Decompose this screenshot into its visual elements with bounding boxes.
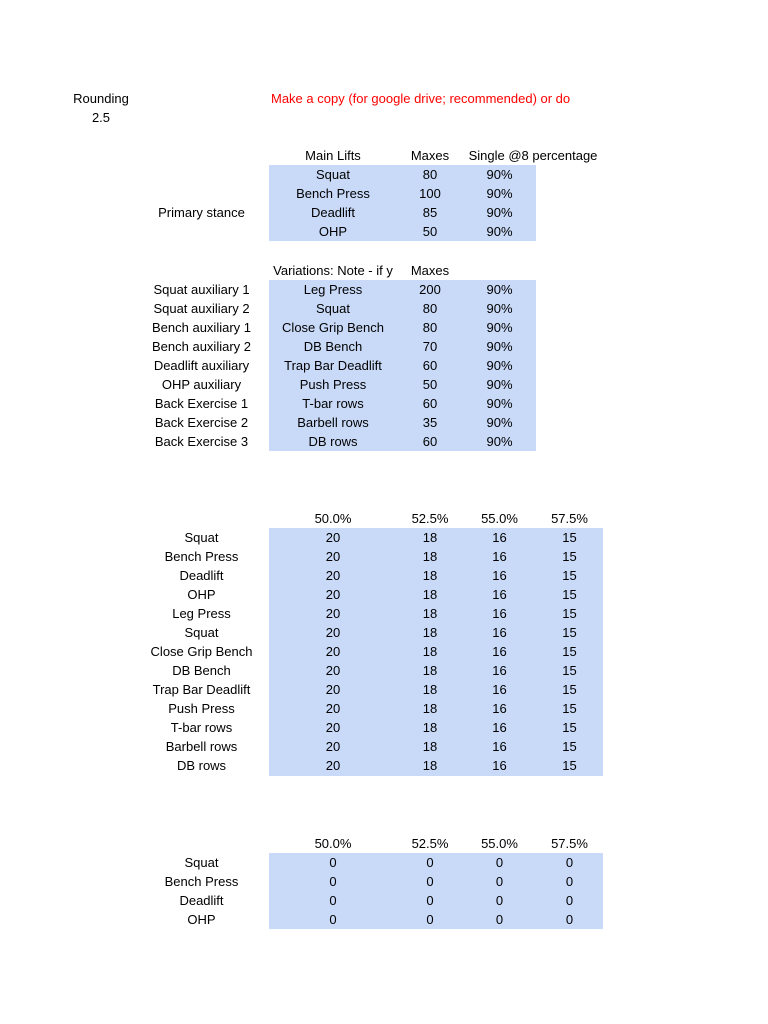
variation-max[interactable]: 80 <box>422 320 438 335</box>
weights-value[interactable]: 0 <box>426 874 434 889</box>
reps-value[interactable]: 15 <box>562 663 577 678</box>
variation-max[interactable]: 80 <box>422 301 438 316</box>
reps-value[interactable]: 15 <box>562 644 577 659</box>
reps-value[interactable]: 16 <box>492 644 507 659</box>
main-lift-name[interactable]: Deadlift <box>310 205 356 220</box>
main-lift-max[interactable]: 85 <box>422 205 438 220</box>
variation-percentage[interactable]: 90% <box>486 282 513 297</box>
reps-lift-name[interactable]: DB rows <box>176 758 227 773</box>
variation-name[interactable]: Leg Press <box>303 282 363 297</box>
reps-value[interactable]: 20 <box>325 682 341 697</box>
reps-value[interactable]: 15 <box>562 701 577 716</box>
variation-max[interactable]: 60 <box>422 434 438 449</box>
variation-percentage[interactable]: 90% <box>486 377 513 392</box>
reps-lift-name[interactable]: Squat <box>184 625 219 640</box>
variation-name[interactable]: Squat <box>316 301 350 316</box>
reps-value[interactable]: 16 <box>492 701 507 716</box>
reps-value[interactable]: 18 <box>422 549 438 564</box>
reps-value[interactable]: 18 <box>422 587 438 602</box>
reps-percent-header[interactable]: 50.0% <box>314 511 352 526</box>
reps-value[interactable]: 20 <box>325 663 341 678</box>
reps-value[interactable]: 16 <box>492 682 507 697</box>
reps-lift-name[interactable]: Close Grip Bench <box>150 644 253 659</box>
reps-value[interactable]: 18 <box>422 625 438 640</box>
reps-value[interactable]: 18 <box>422 606 438 621</box>
variation-slot-label[interactable]: Deadlift auxiliary <box>153 358 250 373</box>
weights-percent-header[interactable]: 55.0% <box>481 836 518 851</box>
single-percentage-header[interactable]: Single @8 percentage <box>468 148 598 163</box>
reps-value[interactable]: 15 <box>562 568 577 583</box>
weights-value[interactable]: 0 <box>495 893 504 908</box>
rounding-value[interactable]: 2.5 <box>91 110 111 125</box>
variation-percentage[interactable]: 90% <box>486 339 513 354</box>
main-lift-percentage[interactable]: 90% <box>486 186 513 201</box>
variation-slot-label[interactable]: Back Exercise 1 <box>154 396 249 411</box>
weights-percent-header[interactable]: 57.5% <box>551 836 588 851</box>
main-lift-name[interactable]: Squat <box>316 167 350 182</box>
variation-slot-label[interactable]: Back Exercise 3 <box>154 434 249 449</box>
reps-value[interactable]: 20 <box>325 701 341 716</box>
variation-slot-label[interactable]: OHP auxiliary <box>161 377 242 392</box>
weights-lift-name[interactable]: Deadlift <box>179 893 224 908</box>
reps-value[interactable]: 15 <box>562 606 577 621</box>
reps-value[interactable]: 18 <box>422 739 438 754</box>
reps-value[interactable]: 15 <box>562 587 577 602</box>
variation-percentage[interactable]: 90% <box>486 301 513 316</box>
main-lift-max[interactable]: 100 <box>419 186 441 201</box>
reps-value[interactable]: 20 <box>325 644 341 659</box>
reps-value[interactable]: 15 <box>562 739 577 754</box>
reps-value[interactable]: 20 <box>325 530 341 545</box>
reps-value[interactable]: 20 <box>325 549 341 564</box>
weights-value[interactable]: 0 <box>329 855 337 870</box>
variations-maxes-header[interactable]: Maxes <box>410 263 450 278</box>
reps-value[interactable]: 16 <box>492 758 507 773</box>
main-lift-name[interactable]: Bench Press <box>296 186 370 201</box>
variation-max[interactable]: 35 <box>422 415 438 430</box>
variation-name[interactable]: T-bar rows <box>302 396 364 411</box>
reps-lift-name[interactable]: Barbell rows <box>165 739 238 754</box>
reps-value[interactable]: 18 <box>422 663 438 678</box>
primary-stance-label[interactable]: Primary stance <box>158 205 245 220</box>
reps-value[interactable]: 15 <box>562 758 577 773</box>
main-lifts-header[interactable]: Main Lifts <box>305 148 361 163</box>
reps-percent-header[interactable]: 57.5% <box>551 511 588 526</box>
reps-percent-header[interactable]: 55.0% <box>481 511 518 526</box>
variation-name[interactable]: Trap Bar Deadlift <box>284 358 382 373</box>
reps-lift-name[interactable]: T-bar rows <box>170 720 233 735</box>
main-lift-max[interactable]: 80 <box>422 167 438 182</box>
variation-name[interactable]: DB rows <box>308 434 358 449</box>
variation-slot-label[interactable]: Bench auxiliary 2 <box>152 339 251 354</box>
maxes-header[interactable]: Maxes <box>410 148 450 163</box>
weights-value[interactable]: 0 <box>565 855 574 870</box>
reps-value[interactable]: 15 <box>562 549 577 564</box>
reps-value[interactable]: 16 <box>492 625 507 640</box>
reps-value[interactable]: 16 <box>492 663 507 678</box>
reps-value[interactable]: 16 <box>492 739 507 754</box>
reps-lift-name[interactable]: Squat <box>184 530 219 545</box>
variation-slot-label[interactable]: Squat auxiliary 1 <box>153 282 250 297</box>
main-lift-percentage[interactable]: 90% <box>486 224 513 239</box>
weights-value[interactable]: 0 <box>495 874 504 889</box>
variation-name[interactable]: DB Bench <box>303 339 363 354</box>
reps-value[interactable]: 16 <box>492 549 507 564</box>
reps-value[interactable]: 18 <box>422 568 438 583</box>
variation-percentage[interactable]: 90% <box>486 434 513 449</box>
variation-slot-label[interactable]: Squat auxiliary 2 <box>153 301 250 316</box>
weights-value[interactable]: 0 <box>565 893 574 908</box>
weights-value[interactable]: 0 <box>426 912 434 927</box>
weights-value[interactable]: 0 <box>565 874 574 889</box>
reps-value[interactable]: 16 <box>492 720 507 735</box>
reps-percent-header[interactable]: 52.5% <box>411 511 449 526</box>
reps-value[interactable]: 18 <box>422 530 438 545</box>
weights-lift-name[interactable]: OHP <box>187 912 216 927</box>
weights-lift-name[interactable]: Bench Press <box>164 874 239 889</box>
reps-value[interactable]: 15 <box>562 682 577 697</box>
reps-value[interactable]: 15 <box>562 625 577 640</box>
reps-value[interactable]: 18 <box>422 758 438 773</box>
variation-slot-label[interactable]: Back Exercise 2 <box>154 415 249 430</box>
variations-header[interactable]: Variations: Note - if y <box>273 263 393 278</box>
reps-lift-name[interactable]: Bench Press <box>164 549 239 564</box>
variation-max[interactable]: 50 <box>422 377 438 392</box>
reps-value[interactable]: 15 <box>562 720 577 735</box>
reps-value[interactable]: 20 <box>325 568 341 583</box>
reps-value[interactable]: 20 <box>325 720 341 735</box>
rounding-label[interactable]: Rounding <box>73 91 129 106</box>
reps-lift-name[interactable]: OHP <box>187 587 216 602</box>
reps-value[interactable]: 20 <box>325 739 341 754</box>
reps-lift-name[interactable]: Leg Press <box>172 606 231 621</box>
weights-value[interactable]: 0 <box>329 893 337 908</box>
reps-value[interactable]: 20 <box>325 606 341 621</box>
reps-value[interactable]: 16 <box>492 530 507 545</box>
variation-max[interactable]: 60 <box>422 396 438 411</box>
reps-value[interactable]: 16 <box>492 568 507 583</box>
reps-value[interactable]: 20 <box>325 625 341 640</box>
weights-lift-name[interactable]: Squat <box>184 855 219 870</box>
weights-value[interactable]: 0 <box>426 893 434 908</box>
main-lift-name[interactable]: OHP <box>318 224 348 239</box>
weights-value[interactable]: 0 <box>495 855 504 870</box>
reps-value[interactable]: 15 <box>562 530 577 545</box>
variation-max[interactable]: 60 <box>422 358 438 373</box>
weights-value[interactable]: 0 <box>329 912 337 927</box>
main-lift-max[interactable]: 50 <box>422 224 438 239</box>
variation-slot-label[interactable]: Bench auxiliary 1 <box>152 320 251 335</box>
reps-value[interactable]: 20 <box>325 587 341 602</box>
variation-max[interactable]: 200 <box>419 282 441 297</box>
weights-percent-header[interactable]: 50.0% <box>314 836 352 851</box>
copy-notice[interactable]: Make a copy (for google drive; recommended) or do <box>271 91 571 106</box>
weights-percent-header[interactable]: 52.5% <box>411 836 449 851</box>
weights-value[interactable]: 0 <box>495 912 504 927</box>
variation-percentage[interactable]: 90% <box>486 358 513 373</box>
reps-lift-name[interactable]: Push Press <box>168 701 235 716</box>
variation-percentage[interactable]: 90% <box>486 415 513 430</box>
main-lift-percentage[interactable]: 90% <box>486 205 513 220</box>
reps-lift-name[interactable]: Deadlift <box>179 568 224 583</box>
variation-name[interactable]: Close Grip Bench <box>282 320 384 335</box>
main-lift-percentage[interactable]: 90% <box>486 167 513 182</box>
reps-value[interactable]: 18 <box>422 720 438 735</box>
reps-value[interactable]: 18 <box>422 644 438 659</box>
variation-name[interactable]: Push Press <box>299 377 367 392</box>
variation-max[interactable]: 70 <box>422 339 438 354</box>
weights-value[interactable]: 0 <box>426 855 434 870</box>
reps-value[interactable]: 20 <box>325 758 341 773</box>
reps-value[interactable]: 18 <box>422 701 438 716</box>
variation-percentage[interactable]: 90% <box>486 396 513 411</box>
variation-name[interactable]: Barbell rows <box>297 415 369 430</box>
reps-lift-name[interactable]: DB Bench <box>172 663 231 678</box>
reps-value[interactable]: 16 <box>492 587 507 602</box>
reps-lift-name[interactable]: Trap Bar Deadlift <box>152 682 251 697</box>
reps-value[interactable]: 16 <box>492 606 507 621</box>
variation-percentage[interactable]: 90% <box>486 320 513 335</box>
weights-value[interactable]: 0 <box>329 874 337 889</box>
reps-value[interactable]: 18 <box>422 682 438 697</box>
weights-value[interactable]: 0 <box>565 912 574 927</box>
